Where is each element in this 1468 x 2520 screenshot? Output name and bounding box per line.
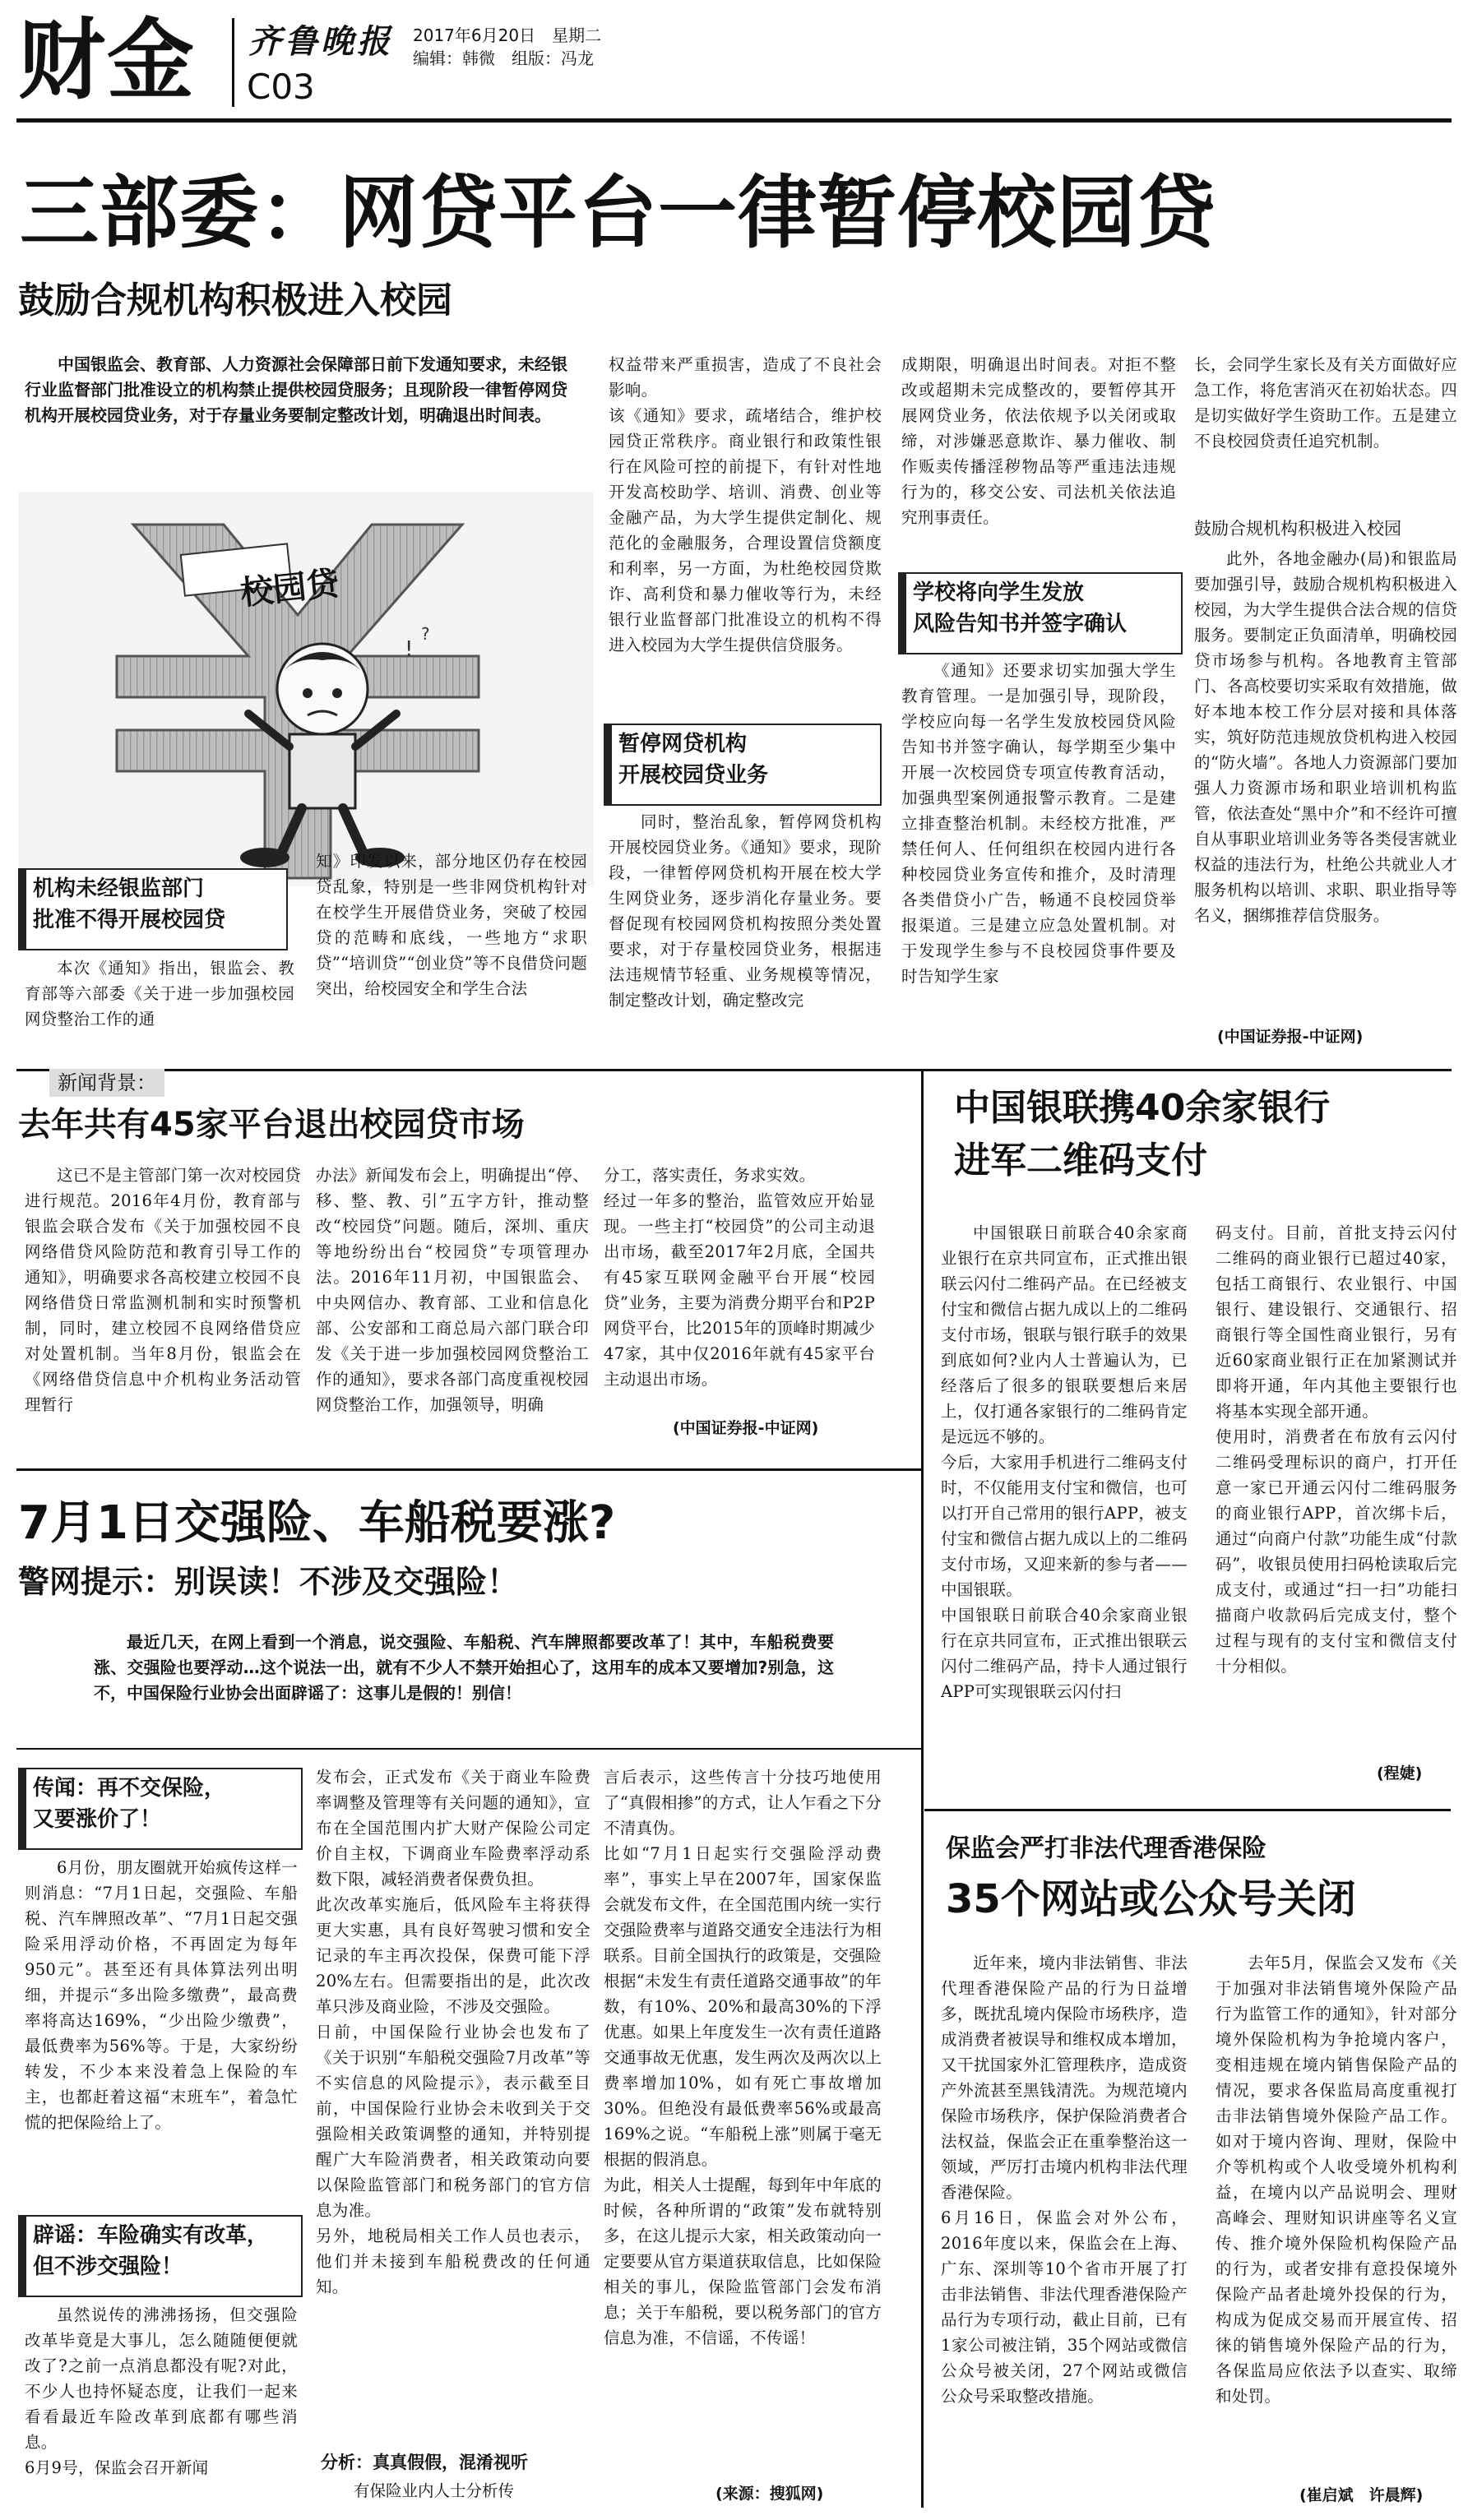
masthead-divider bbox=[232, 18, 234, 107]
article1-headline: 三部委：网贷平台一律暂停校园贷 bbox=[20, 167, 1216, 259]
paper-logo: 齐鲁晚报 bbox=[248, 22, 393, 61]
article5-col2 bbox=[1216, 1950, 1457, 2478]
issue-date bbox=[413, 25, 601, 46]
article1-col4b bbox=[901, 658, 1176, 1064]
article1-source: (中国证券报-中证网) bbox=[1217, 1028, 1364, 1046]
article1-subheading-2: 暂停网贷机构 开展校园贷业务 bbox=[604, 724, 882, 806]
article1-col4 bbox=[901, 352, 1176, 562]
article5-headline: 35个网站或公众号关闭 bbox=[946, 1876, 1356, 1922]
article2-col3-text: 分工，落实责任，务求实效。 经过一年多的整治，监管效应开始显现。一些主打“校园贷”的公司主动退出市场，截至2017年2月底，全国共有45家互联网金融平台开展“校园贷”业务，主要为消费分期平台和P2P网贷平台，比2015年的顶峰时期减少47家，其中仅2016年就有45家平台主动退出市场。 bbox=[604, 1166, 875, 1389]
section-title: 财金 bbox=[18, 10, 196, 111]
article5-col1 bbox=[941, 1950, 1188, 2506]
article1-subheading-1: 机构未经银监部门 批准不得开展校园贷 bbox=[18, 868, 288, 950]
illustration-label: 校园贷 bbox=[238, 564, 341, 613]
article1-col3b-text: 同时，整治乱象，暂停网贷机构开展校园贷业务。《通知》要求，现阶段，一律暂停网贷机构开展在校大学生网贷业务，逐步消化存量业务。要督促现有校园网贷机构按照分类处置要求，对于存量校园贷业务，根据违法违规情节轻重、业务规模等情况，制定整改计划，确定整改完 bbox=[609, 812, 882, 1010]
article4-col2-text: 码支付。目前，首批支持云闪付二维码的商业银行已超过40家，包括工商银行、农业银行、中国银行、建设银行、交通银行、招商银行等全国性商业银行，另有近60家商业银行正在加紧测试并即将开通，年内其他主要银行也将基本实现全部开通。 使用时，消费者在布放有云闪付二维码受理标识的商户，打开任意一家已开通云闪付二维码服务的商业银行APP，首次绑卡后，通过“向商户付款”功能生成“付款码”，收银员使用扫码枪读取后完成支付，或通过“扫一扫”功能扫描商户收款码后完成支付，整个过程与现有的支付宝和微信支付十分相似。 bbox=[1216, 1223, 1457, 1676]
article5-kicker: 保监会严打非法代理香港保险 bbox=[946, 1834, 1267, 1863]
article2-col3 bbox=[604, 1163, 875, 1409]
article1-col5-text: 长，会同学生家长及有关方面做好应急工作，将危害消灭在初始状态。四是切实做好学生资助工作。五是建立不良校园贷责任追究机制。 bbox=[1194, 355, 1457, 451]
article1-col4-text: 成期限，明确退出时间表。对拒不整改或超期未完成整改的，要暂停其开展网贷业务，依法依规予以关闭或取缔，对涉嫌恶意欺诈、暴力催收、制作贩卖传播淫秽物品等严重违法违规行为的，移交公安、司法机关依法追究刑事责任。 bbox=[901, 355, 1176, 527]
article1-col5b bbox=[1194, 546, 1457, 1018]
article1-col5 bbox=[1194, 352, 1457, 508]
masthead-rule bbox=[16, 118, 1452, 123]
article1-col4b-text: 《通知》还要求切实加强大学生教育管理。一是加强引导，现阶段，学校应向每一名学生发放校园贷风险告知书并签字确认，每学期至少集中开展一次校园贷专项宣传教育活动，加强典型案例通报警示教育。二是建立排查整治机制。未经校方批准，严禁任何人、任何组织在校园内进行各种校园贷业务宣传和推介，及时清理各类借贷小广告，畅通不良校园贷举报渠道。三是建立应急处置机制。对于发现学生参与不良校园贷事件要及时告知学生家 bbox=[901, 661, 1176, 986]
article3-analysis-label: 分析：真真假假，混淆视听 bbox=[321, 2453, 528, 2472]
article3-col1a bbox=[25, 1855, 298, 2202]
svg-text:!: ! bbox=[405, 637, 414, 662]
article3-col3 bbox=[604, 1764, 882, 2475]
article3-headline: 7月1日交强险、车船税要涨? bbox=[18, 1496, 616, 1550]
article1-subhead: 鼓励合规机构积极进入校园 bbox=[18, 280, 452, 321]
page-number: C03 bbox=[247, 67, 315, 107]
article3-col1b bbox=[25, 2302, 298, 2508]
article1-col5-heading: 鼓励合规机构积极进入校园 bbox=[1194, 519, 1401, 539]
article3-subheading-1: 传闻：再不交保险， 又要涨价了！ bbox=[18, 1768, 303, 1850]
article3-lead: 最近几天，在网上看到一个消息，说交强险、车船税、汽车牌照都要改革了！其中，车船税费要涨、交强险也要浮动…这个说法一出，就有不少人不禁开始担心了，这用车的成本又要增加?别急，这不，中国保险行业协会出面辟谣了：这事儿是假的！别信！ bbox=[94, 1632, 834, 1703]
section-rule-3 bbox=[16, 1748, 921, 1750]
article4-headline: 中国银联携40余家银行 进军二维码支付 bbox=[954, 1087, 1331, 1181]
campus-loan-illustration bbox=[18, 492, 594, 886]
article2-col1-text: 这已不是主管部门第一次对校园贷进行规范。2016年4月份，教育部与银监会联合发布《关于加强校园不良网络借贷风险防范和教育引导工作的通知》，明确要求各高校建立校园不良网络借贷日常监测机制和实时预警机制，同时，建立校园不良网络借贷应对处置机制。当年8月份，银监会在《网络借贷信息中介机构业务活动管理暂行 bbox=[25, 1166, 301, 1414]
svg-text:?: ? bbox=[421, 624, 430, 644]
article2-label: 新闻背景： bbox=[49, 1069, 164, 1097]
article3-col2b-text: 有保险业内人士分析传 bbox=[354, 2481, 515, 2500]
illustration-svg bbox=[18, 492, 594, 886]
article4-col1 bbox=[941, 1220, 1188, 1801]
column-rule-right bbox=[921, 1069, 924, 2508]
article1-subheading-3: 学校将向学生发放 风险告知书并签字确认 bbox=[898, 572, 1183, 654]
article3-col1a-text: 6月份，朋友圈就开始疯传这样一则消息：“7月1日起，交强险、车船税、汽车牌照改革”、“7月1日起交强险采用浮动价格，不再固定为每年950元”。甚至还有具体算法列出明细，并提示“多出险多缴费”，最高费率将高达169%，“少出险少缴费”，最低费率为56%等。于是，大家纷纷转发，不少本来没着急上保险的车主，也都赶着这福“末班车”，着急忙慌的把保险给上了。 bbox=[25, 1858, 298, 2132]
article1-lead: 中国银监会、教育部、人力资源社会保障部日前下发通知要求，未经银行业监督部门批准设立的机构禁止提供校园贷服务；且现阶段一律暂停网贷机构开展校园贷业务，对于存量业务要制定整改计划，明确退出时间表。 bbox=[25, 354, 567, 425]
article1-col3 bbox=[609, 352, 882, 714]
article3-col2b bbox=[354, 2478, 514, 2504]
article1-col2-text: 知》印发以来，部分地区仍存在校园贷乱象，特别是一些非网贷机构针对在校学生开展借贷业务，突破了校园贷的范畴和底线，一些地方“求职贷”“培训贷”“创业贷”等不良借贷问题突出，给校园安全和学生合法 bbox=[316, 852, 587, 998]
article2-col1 bbox=[25, 1163, 301, 1459]
article4-col2 bbox=[1216, 1220, 1457, 1755]
article3-source: (来源：搜狐网) bbox=[715, 2485, 824, 2503]
article2-col2 bbox=[316, 1163, 589, 1459]
article3-col1b-text: 虽然说传的沸沸扬扬，但交强险改革毕竟是大事儿，怎么随随便便就改了?之前一点消息都没有呢?对此，不少人也持怀疑态度，让我们一起来看看最近车险改革到底都有哪些消息。 6月9号，保监会召开新闻 bbox=[25, 2305, 298, 2477]
article1-col1-text: 本次《通知》指出，银监会、教育部等六部委《关于进一步加强校园网贷整治工作的通 bbox=[25, 959, 294, 1029]
article3-col2-text: 发布会，正式发布《关于商业车险费率调整及管理等有关问题的通知》，宣布在全国范围内扩大财产保险公司定价自主权，下调商业车险费率浮动系数下限，减轻消费者保费负担。 此次改革实施后，低风险车主将获得更大实惠，具有良好驾驶习惯和安全记录的车主再次投保，保费可能下浮20%左右。但需要指出的是，此次改革只涉及商业险，不涉及交强险。 日前，中国保险行业协会也发布了《关于识别“车船税交强险7月改革”等不实信息的风险提示》，表示截至目前，中国保险行业协会未收到关于交强险相关政策调整的通知，并特别提醒广大车险消费者，相关政策动向要以保险监管部门和税务部门的官方信息为准。 另外，地税局相关工作人员也表示，他们并未接到车船税费改的任何通知。 bbox=[316, 1768, 590, 2296]
section-rule-2 bbox=[16, 1468, 921, 1471]
article1-col3b bbox=[609, 809, 882, 1064]
article4-col1-text: 中国银联日前联合40余家商业银行在京共同宣布，正式推出银联云闪付二维码产品。在已经被支付宝和微信占据九成以上的二维码支付市场，银联与银行联手的效果到底如何?业内人士普遍认为，已经落后了很多的银联要想后来居上，仅打通各家银行的二维码肯定是远远不够的。 今后，大家用手机进行二维码支付时，不仅能用支付宝和微信，也可以打开自己常用的银行APP，被支付宝和微信占据九成以上的二维码支付市场，又迎来新的参与者——中国银联。 中国银联日前联合40余家商业银行在京共同宣布，正式推出银联云闪付二维码产品，持卡人通过银行APP可实现银联云闪付扫 bbox=[941, 1223, 1188, 1701]
article5-col1-text: 近年来，境内非法销售、非法代理香港保险产品的行为日益增多，既扰乱境内保险市场秩序，造成消费者被误导和维权成本增加，又干扰国家外汇管理秩序，造成资产外流甚至黑钱清洗。为规范境内保险市场秩序，保护保险消费者合法权益，保监会正在重拳整治这一领域，严厉打击境内机构非法代理香港保险。 6月16日，保监会对外公布，2016年度以来，保监会在上海、广东、深圳等10个省市开展了打击非法销售、非法代理香港保险产品行为专项行动，截止目前，已有1家公司被注销，35个网站或微信公众号被关闭，27个网站或微信公众号采取整改措施。 bbox=[941, 1954, 1188, 2406]
article1-col3-text: 权益带来严重损害，造成了不良社会影响。 该《通知》要求，疏堵结合，维护校园贷正常秩序。商业银行和政策性银行在风险可控的前提下，有针对性地开发高校助学、培训、消费、创业等金融产品，为大学生提供定制化、规范化的金融服务，合理设置信贷额度和利率，另一方面，为杜绝校园贷欺诈、高利贷和暴力催收等行为，未经银行业监督部门批准设立的机构不得进入校园为大学生提供信贷服务。 bbox=[609, 355, 882, 654]
article2-headline: 去年共有45家平台退出校园贷市场 bbox=[18, 1106, 525, 1144]
article1-col1 bbox=[25, 955, 294, 1062]
article3-subheading-2: 辟谣：车险确实有改革， 但不涉交强险！ bbox=[18, 2215, 303, 2297]
article2-col2-text: 办法》新闻发布会上，明确提出“停、移、整、教、引”五字方针，推动整改“校园贷”问题。随后，深圳、重庆等地纷纷出台“校园贷”专项管理办法。2016年11月初，中国银监会、中央网信办、教育部、工业和信息化部、公安部和工商总局六部门联合印发《关于进一步加强校园网贷整治工作的通知》，要求各部门高度重视校园网贷整治工作，加强领导，明确 bbox=[316, 1166, 589, 1414]
article5-source: (崔启斌 许晨辉) bbox=[1299, 2486, 1424, 2504]
article3-col3-text: 言后表示，这些传言十分技巧地使用了“真假相掺”的方式，让人乍看之下分不清真伪。 比如“7月1日起实行交强险浮动费率”，事实上早在2007年，国家保监会就发布文件，在全国范围内统一实行交强险费率与道路交通安全违法行为相联系。目前全国执行的政策是，交强险根据“未发生有责任道路交通事故”的年数，有10%、20%和最高30%的下浮优惠。如果上年度发生一次有责任道路交通事故无优惠，发生两次及两次以上费率增加10%，如有死亡事故增加30%。但绝没有最低费率56%或最高169%之说。“车船税上涨”则属于毫无根据的假消息。 为此，相关人士提醒，每到年中年底的时候，各种所谓的“政策”发布就特别多，在这儿提示大家，相关政策动向一定要要从官方渠道获取信息，比如保险相关的事儿，保险监管部门会发布消息；关于车船税，要以税务部门的官方信息为准，不信谣，不传谣！ bbox=[604, 1768, 882, 2347]
article3-subhead: 警网提示：别误读！不涉及交强险！ bbox=[18, 1564, 519, 1600]
article3-col2 bbox=[316, 1764, 590, 2440]
weekday-text: 星期二 bbox=[552, 25, 602, 45]
editor-credit: 编辑：韩微 组版：冯龙 bbox=[413, 49, 594, 68]
article1-col2 bbox=[316, 848, 587, 1064]
article5-col2-text: 去年5月，保监会又发布《关于加强对非法销售境外保险产品行为监管工作的通知》，针对部分境外保险机构为争抢境内客户，变相违规在境内销售保险产品的情况，要求各保监局高度重视打击非法销售境外保险产品工作。如对于境内咨询、理财，保险中介等机构或个人收受境外机构利益，在境内以产品说明会、理财高峰会、理财知识讲座等名义宣传、推介境外保险机构保险产品的行为，或者安排有意投保境外保险产品者赴境外投保的行为，构成为促成交易而开展宣传、招徕的销售境外保险产品的行为，各保监局应依法予以查实、取缔和处罚。 bbox=[1216, 1954, 1457, 2406]
section-rule-4 bbox=[924, 1809, 1451, 1811]
section-rule-1 bbox=[16, 1069, 1452, 1071]
article4-source: (程婕) bbox=[1377, 1764, 1423, 1782]
date-text: 2017年6月20日 bbox=[413, 25, 536, 45]
article2-source: (中国证券报-中证网) bbox=[673, 1419, 819, 1437]
article1-col5b-text: 此外，各地金融办(局)和银监局要加强引导，鼓励合规机构积极进入校园，为大学生提供合法合规的信贷服务。要制定正负面清单，明确校园贷市场参与机构。各地教育主管部门、各高校要切实采取有效措施，做好本地本校工作分层对接和具体落实，筑好防范违规放贷机构进入校园的“防火墙”。各地人力资源部门要加强人力资源市场和职业培训机构监管，依法查处“黑中介”和不经许可擅自从事职业培训业务等各类侵害就业权益的违法行为，杜绝公共就业人才服务机构以培训、求职、职业指导等名义，捆绑推荐信贷服务。 bbox=[1194, 549, 1457, 925]
